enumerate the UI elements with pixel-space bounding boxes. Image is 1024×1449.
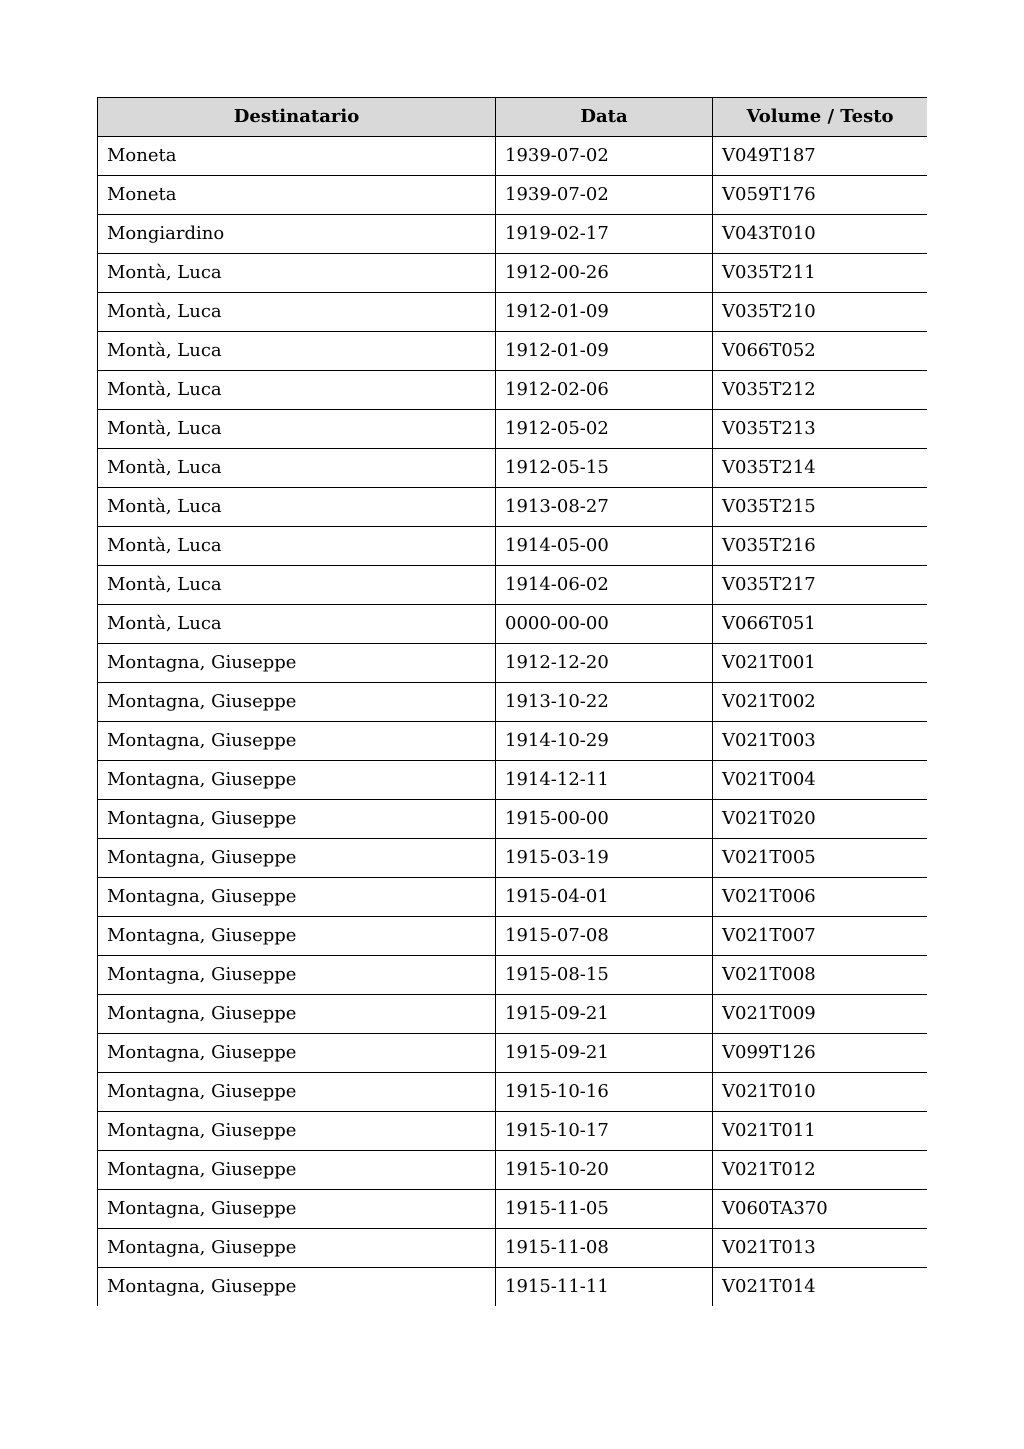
table-row [98, 371, 928, 410]
cell-data: 1915-11-11 [496, 1268, 713, 1307]
cell-volume-testo: V021T005 [713, 839, 928, 878]
table-row [98, 1151, 928, 1190]
cell-data: 1915-09-21 [496, 995, 713, 1034]
header-row [98, 98, 928, 137]
cell-data: 1915-00-00 [496, 800, 713, 839]
cell-destinatario: Montà, Luca [98, 332, 496, 371]
cell-volume-testo: V035T217 [713, 566, 928, 605]
table-row [98, 293, 928, 332]
table-row [98, 644, 928, 683]
cell-destinatario: Montagna, Giuseppe [98, 1073, 496, 1112]
header-destinatario: Destinatario [98, 98, 496, 137]
cell-volume-testo: V066T051 [713, 605, 928, 644]
cell-volume-testo: V021T004 [713, 761, 928, 800]
cell-data: 1914-10-29 [496, 722, 713, 761]
table-row [98, 917, 928, 956]
cell-data: 1939-07-02 [496, 176, 713, 215]
cell-destinatario: Montagna, Giuseppe [98, 956, 496, 995]
cell-data: 1915-08-15 [496, 956, 713, 995]
cell-data: 1914-06-02 [496, 566, 713, 605]
cell-destinatario: Montagna, Giuseppe [98, 878, 496, 917]
cell-volume-testo: V021T001 [713, 644, 928, 683]
cell-volume-testo: V021T002 [713, 683, 928, 722]
cell-destinatario: Montà, Luca [98, 410, 496, 449]
table-row [98, 215, 928, 254]
cell-destinatario: Mongiardino [98, 215, 496, 254]
cell-volume-testo: V021T007 [713, 917, 928, 956]
cell-volume-testo: V043T010 [713, 215, 928, 254]
table-row [98, 1229, 928, 1268]
cell-data: 1915-11-08 [496, 1229, 713, 1268]
cell-data: 1915-04-01 [496, 878, 713, 917]
cell-destinatario: Montagna, Giuseppe [98, 1229, 496, 1268]
table-row [98, 1112, 928, 1151]
cell-data: 1912-00-26 [496, 254, 713, 293]
cell-volume-testo: V021T011 [713, 1112, 928, 1151]
cell-volume-testo: V049T187 [713, 137, 928, 176]
cell-data: 1939-07-02 [496, 137, 713, 176]
cell-data: 1912-01-09 [496, 293, 713, 332]
cell-destinatario: Montà, Luca [98, 566, 496, 605]
cell-destinatario: Moneta [98, 137, 496, 176]
cell-volume-testo: V066T052 [713, 332, 928, 371]
cell-volume-testo: V021T006 [713, 878, 928, 917]
cell-destinatario: Montagna, Giuseppe [98, 683, 496, 722]
cell-destinatario: Montà, Luca [98, 488, 496, 527]
cell-volume-testo: V021T009 [713, 995, 928, 1034]
cell-data: 1915-07-08 [496, 917, 713, 956]
table-row [98, 488, 928, 527]
table-row [98, 1268, 928, 1307]
cell-data: 1915-10-20 [496, 1151, 713, 1190]
cell-data: 1913-10-22 [496, 683, 713, 722]
cell-data: 1912-05-15 [496, 449, 713, 488]
cell-volume-testo: V035T212 [713, 371, 928, 410]
cell-volume-testo: V021T010 [713, 1073, 928, 1112]
cell-volume-testo: V035T210 [713, 293, 928, 332]
table-row [98, 527, 928, 566]
cell-destinatario: Montagna, Giuseppe [98, 839, 496, 878]
cell-data: 1912-12-20 [496, 644, 713, 683]
cell-destinatario: Montagna, Giuseppe [98, 917, 496, 956]
table-row [98, 449, 928, 488]
cell-volume-testo: V035T215 [713, 488, 928, 527]
cell-data: 1915-11-05 [496, 1190, 713, 1229]
cell-destinatario: Montà, Luca [98, 254, 496, 293]
table-row [98, 761, 928, 800]
cell-volume-testo: V021T008 [713, 956, 928, 995]
table-row [98, 605, 928, 644]
table-row [98, 1034, 928, 1073]
cell-data: 1919-02-17 [496, 215, 713, 254]
cell-destinatario: Montagna, Giuseppe [98, 1268, 496, 1307]
cell-data: 0000-00-00 [496, 605, 713, 644]
table-row [98, 254, 928, 293]
table-row [98, 722, 928, 761]
cell-volume-testo: V060TA370 [713, 1190, 928, 1229]
cell-data: 1915-03-19 [496, 839, 713, 878]
letters-index-table [97, 97, 927, 1306]
table-row [98, 878, 928, 917]
cell-data: 1914-05-00 [496, 527, 713, 566]
cell-volume-testo: V021T013 [713, 1229, 928, 1268]
cell-data: 1912-01-09 [496, 332, 713, 371]
table-row [98, 839, 928, 878]
cell-volume-testo: V035T216 [713, 527, 928, 566]
cell-data: 1912-02-06 [496, 371, 713, 410]
table-row [98, 800, 928, 839]
cell-destinatario: Montagna, Giuseppe [98, 1112, 496, 1151]
cell-destinatario: Montagna, Giuseppe [98, 1190, 496, 1229]
table-row [98, 956, 928, 995]
cell-data: 1915-10-17 [496, 1112, 713, 1151]
cell-volume-testo: V021T020 [713, 800, 928, 839]
table-row [98, 1073, 928, 1112]
document-page [97, 97, 927, 1311]
cell-destinatario: Montagna, Giuseppe [98, 800, 496, 839]
table-row [98, 995, 928, 1034]
cell-data: 1915-09-21 [496, 1034, 713, 1073]
table-row [98, 683, 928, 722]
cell-volume-testo: V035T214 [713, 449, 928, 488]
cell-destinatario: Montà, Luca [98, 293, 496, 332]
table-row [98, 1190, 928, 1229]
cell-destinatario: Montagna, Giuseppe [98, 1034, 496, 1073]
table-body [98, 137, 928, 1307]
cell-volume-testo: V099T126 [713, 1034, 928, 1073]
cell-volume-testo: V035T213 [713, 410, 928, 449]
cell-volume-testo: V021T003 [713, 722, 928, 761]
header-volume-testo: Volume / Testo [713, 98, 928, 137]
cell-volume-testo: V021T012 [713, 1151, 928, 1190]
cell-volume-testo: V035T211 [713, 254, 928, 293]
cell-destinatario: Montagna, Giuseppe [98, 722, 496, 761]
cell-destinatario: Montagna, Giuseppe [98, 644, 496, 683]
cell-destinatario: Montà, Luca [98, 605, 496, 644]
cell-destinatario: Montà, Luca [98, 527, 496, 566]
cell-destinatario: Moneta [98, 176, 496, 215]
header-data: Data [496, 98, 713, 137]
cell-destinatario: Montagna, Giuseppe [98, 995, 496, 1034]
cell-destinatario: Montà, Luca [98, 449, 496, 488]
cell-destinatario: Montà, Luca [98, 371, 496, 410]
cell-data: 1913-08-27 [496, 488, 713, 527]
cell-volume-testo: V021T014 [713, 1268, 928, 1307]
table-row [98, 566, 928, 605]
table-header [98, 98, 928, 137]
table-row [98, 176, 928, 215]
cell-data: 1914-12-11 [496, 761, 713, 800]
cell-data: 1915-10-16 [496, 1073, 713, 1112]
cell-volume-testo: V059T176 [713, 176, 928, 215]
table-row [98, 137, 928, 176]
table-row [98, 332, 928, 371]
table-row [98, 410, 928, 449]
cell-destinatario: Montagna, Giuseppe [98, 1151, 496, 1190]
cell-destinatario: Montagna, Giuseppe [98, 761, 496, 800]
cell-data: 1912-05-02 [496, 410, 713, 449]
